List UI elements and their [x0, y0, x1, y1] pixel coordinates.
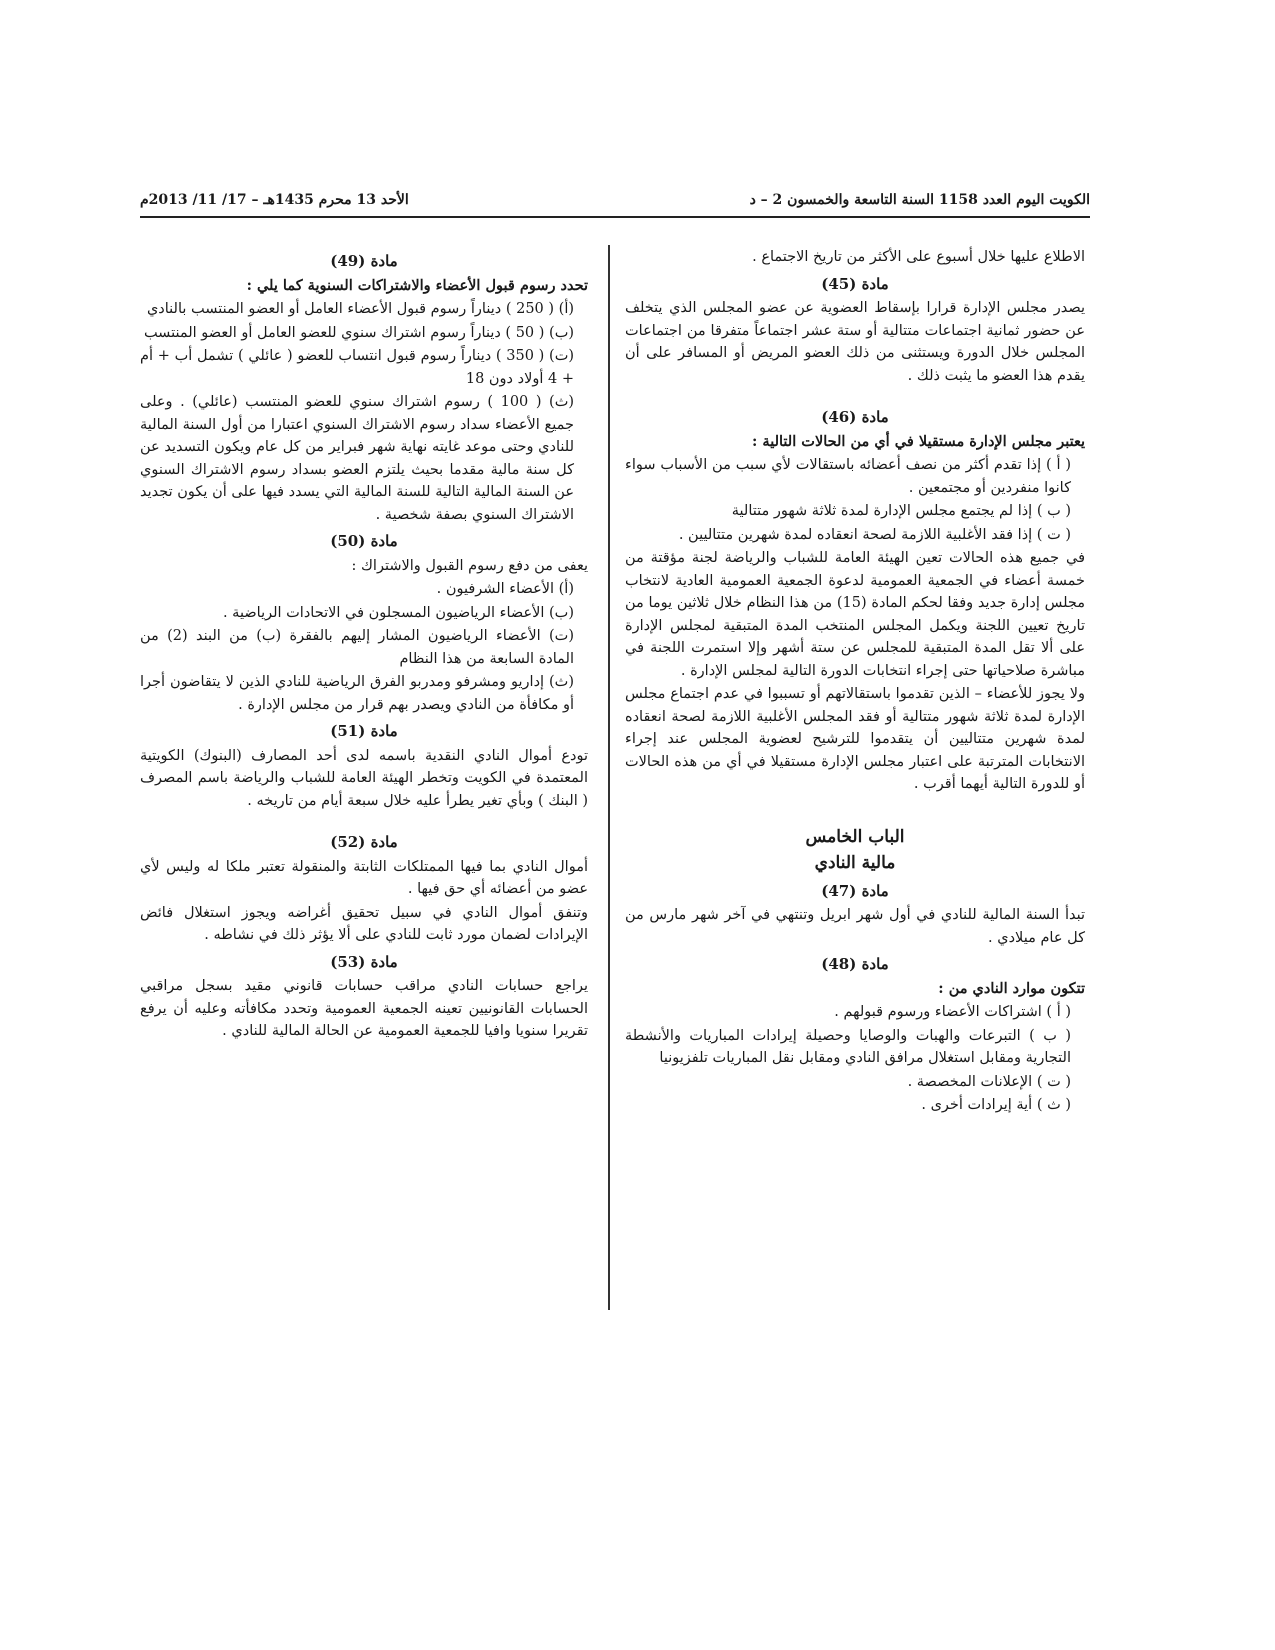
article-50-item: (ت) الأعضاء الرياضيون المشار إليهم بالفقرة (ب) من البند (2) من المادة السابعة من هذا النظام [140, 628, 574, 667]
article-46-item: ( أ ) إذا تقدم أكثر من نصف أعضائه باستقالات لأي سبب من الأسباب سواء كانوا منفردين أو مجتمعين . [625, 457, 1071, 496]
header-issue-info: الكويت اليوم العدد 1158 السنة التاسعة والخمسون 2 – د [749, 192, 1090, 208]
article-52-paragraph: وتنفق أموال النادي في سبيل تحقيق أغراضه ويجوز استغلال فائض الإيرادات لضمان مورد ثابت للنادي على ألا يؤثر ذلك في نشاطه . [140, 904, 588, 943]
article-47-title: مادة (47) [821, 881, 889, 900]
article-48-intro: تتكون موارد النادي من : [938, 979, 1085, 997]
article-53-text: يراجع حسابات النادي مراقب حسابات قانوني مقيد بسجل مراقبي الحسابات القانونيين تعينه الجمعية العمومية وتحدد مكافأته وعليه أن يرفع تقريرا سنويا وافيا للجمعية العمومية عن الحالة المالية للنادي . [140, 978, 588, 1039]
article-51-title: مادة (51) [330, 722, 398, 740]
article-53-title: مادة (53) [330, 952, 398, 971]
article-47-text: تبدأ السنة المالية للنادي في أول شهر ابريل وتنتهي في آخر شهر مارس من كل عام ميلادي . [625, 907, 1085, 946]
article-50-item: (ث) إداريو ومشرفو ومدربو الفرق الرياضية للنادي الذين لا يتقاضون أجرا أو مكافأة من النادي ويصدر بهم قرار من مجلس الإدارة . [140, 674, 574, 713]
article-49-title: مادة (49) [330, 252, 398, 270]
article-50-intro: يعفى من دفع رسوم القبول والاشتراك : [351, 557, 588, 574]
article-48-item: ( أ ) اشتراكات الأعضاء ورسوم قبولهم . [834, 1004, 1071, 1020]
article-46-paragraph: ولا يجوز للأعضاء – الذين تقدموا باستقالاتهم أو تسببوا في عدم اجتماع مجلس الإدارة لمدة ثلاثة شهور متتالية أو فقد المجلس الأغلبية اللازمة لصحة انعقاده لمدة شهرين متتاليين أن يتقدموا للترشيح لعضوية المجلس عند إجراء الانتخابات المترتبة على اعتبار مجلس الإدارة مستقيلا في أي من هذه الحالات أو للدورة التالية أيهما أقرب . [625, 686, 1085, 792]
article-45-text: يصدر مجلس الإدارة قرارا بإسقاط العضوية عن عضو المجلس الذي يتخلف عن حضور ثمانية اجتماعات متتالية أو ستة عشر اجتماعاً متفرقا من اجتماعات المجلس خلال الدورة ويستثنى من ذلك العضو المريض أو المسافر على أن يقدم هذا العضو ما يثبت ذلك . [625, 300, 1085, 384]
article-48-item: ( ب ) التبرعات والهبات والوصايا وحصيلة إيرادات المباريات والأنشطة التجارية ومقابل استغلال مرافق النادي ومقابل نقل المباريات تلفزيونيا [625, 1027, 1071, 1066]
article-46-paragraph: في جميع هذه الحالات تعين الهيئة العامة للشباب والرياضة لجنة مؤقتة من خمسة أعضاء في الجمعية العمومية لدعوة الجمعية العمومية العادية لانتخاب مجلس إدارة جديد وفقا لحكم المادة (15) من هذا النظام خلال ثلاثين يوما من تاريخ تعيين اللجنة ويكمل المجلس المنتخب المدة المتبقية لمجلس الإدارة على ألا تقل المدة المتبقية للمجلس عن ستة أشهر وإلا استمرت اللجنة في مباشرة صلاحياتها حتى إجراء انتخابات الدورة التالية لمجلس الإدارة . [625, 550, 1086, 679]
article-49-intro: تحدد رسوم قبول الأعضاء والاشتراكات السنوية كما يلي : [246, 276, 588, 294]
continued-text: الاطلاع عليها خلال أسبوع على الأكثر من تاريخ الاجتماع . [752, 249, 1085, 265]
article-49-item: (ث) ( 100 ) رسوم اشتراك سنوي للعضو المنتسب (عائلي) . وعلى جميع الأعضاء سداد رسوم الاشتراك السنوي اعتبارا من أول السنة المالية للنادي وحتى موعد غايته نهاية شهر فبراير من كل عام ويكون التسديد عن كل سنة مالية مقدما بحيث يلتزم العضو بسداد رسوم الاشتراك السنوي عن السنة المالية التالية للسنة المالية التي يسدد فيها على أن يكون تجديد الاشتراك السنوي بصفة شخصية . [140, 394, 574, 523]
header-date: الأحد 13 محرم 1435هـ – 17/ 11/ 2013م [140, 192, 409, 208]
article-49-item: (ب) ( 50 ) ديناراً رسوم اشتراك سنوي للعضو العامل أو العضو المنتسب [143, 324, 574, 341]
article-46-title: مادة (46) [821, 408, 889, 426]
page-header [140, 190, 1090, 218]
article-49-item: (أ) ( 250 ) ديناراً رسوم قبول الأعضاء العامل أو العضو المنتسب بالنادي [146, 301, 574, 317]
article-51-text: تودع أموال النادي النقدية باسمه لدى أحد المصارف (البنوك) الكويتية المعتمدة في الكويت وتخطر الهيئة العامة للشباب والرياضة باسم المصرف ( البنك ) وبأي تغير يطرأ عليه خلال سبعة أيام من تاريخه . [140, 747, 588, 809]
article-50-title: مادة (50) [330, 532, 398, 550]
column-divider [608, 245, 610, 1310]
article-46-item: ( ت ) إذا فقد الأغلبية اللازمة لصحة انعقاده لمدة شهرين متتاليين . [678, 526, 1071, 543]
article-50-item: (أ) الأعضاء الشرفيون . [436, 581, 574, 597]
chapter-subtitle: مالية النادي [814, 852, 896, 873]
article-52-title: مادة (52) [330, 833, 398, 851]
article-46-item: ( ب ) إذا لم يجتمع مجلس الإدارة لمدة ثلاثة شهور متتالية [731, 503, 1071, 519]
article-52-paragraph: أموال النادي بما فيها الممتلكات الثابتة والمنقولة تعتبر ملكا له وليس لأي عضو من أعضائه أي حق فيها . [140, 858, 588, 897]
chapter-title: الباب الخامس [805, 826, 905, 847]
article-49-item: (ت) ( 350 ) ديناراً رسوم قبول انتساب للعضو ( عائلي ) تشمل أب + أم + 4 أولاد دون 18 [140, 348, 574, 387]
article-45-title: مادة (45) [821, 274, 889, 293]
right-column [625, 246, 1085, 1118]
article-48-item: ( ث ) أية إيرادات أخرى . [921, 1097, 1071, 1113]
article-48-item: ( ت ) الإعلانات المخصصة . [907, 1073, 1071, 1090]
article-46-intro: يعتبر مجلس الإدارة مستقيلا في أي من الحالات التالية : [752, 432, 1085, 450]
article-48-title: مادة (48) [821, 955, 889, 973]
left-column [140, 246, 588, 1044]
article-50-item: (ب) الأعضاء الرياضيون المسجلون في الاتحادات الرياضية . [222, 604, 574, 621]
